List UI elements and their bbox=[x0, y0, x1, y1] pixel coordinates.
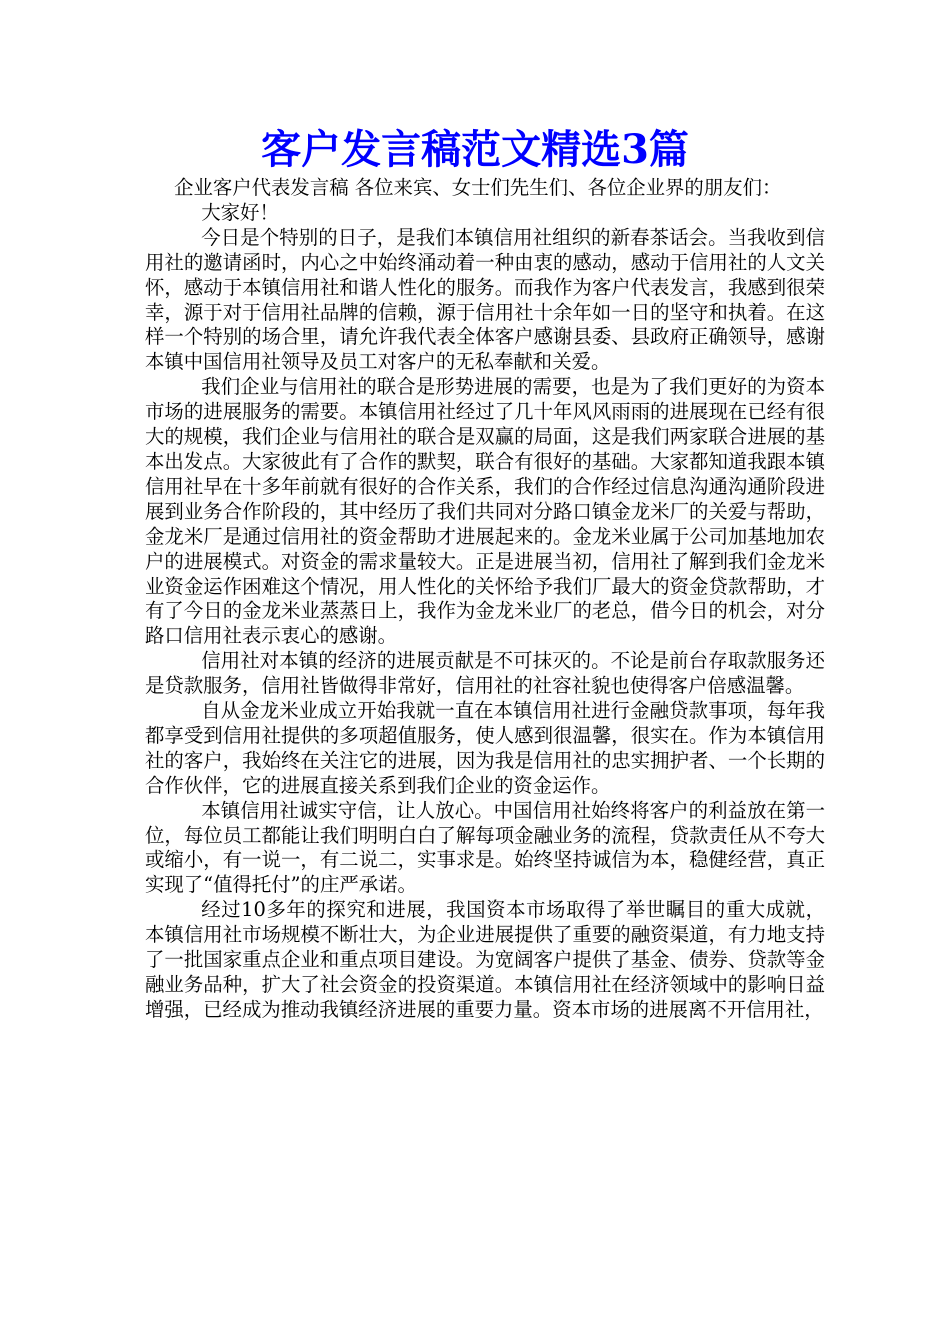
paragraph-contribution: 信用社对本镇的经济的进展贡献是不可抹灭的。不论是前台存取款服务还是贷款服务，信用社皆做得非常好，信用社的社容社貌也使得客户倍感温馨。 bbox=[145, 649, 825, 698]
paragraph-development: 经过10多年的探究和进展，我国资本市场取得了举世瞩目的重大成就，本镇信用社市场规模不断壮大，为企业进展提供了重要的融资渠道，有力地支持了一批国家重点企业和重点项目建设。为宽阔客户提供了基金、债券、贷款等金融业务品种，扩大了社会资金的投资渠道。本镇信用社在经济领域中的影响日益增强，已经成为推动我镇经济进展的重要力量。资本市场的进展离不开信用社， bbox=[145, 898, 825, 1021]
paragraph-occasion: 今日是个特别的日子，是我们本镇信用社组织的新春茶话会。当我收到信用社的邀请函时，内心之中始终涌动着一种由衷的感动，感动于信用社的人文关怀，感动于本镇信用社和谐人性化的服务。而我作为客户代表发言，我感到很荣幸，源于对于信用社品牌的信赖，源于信用社十余年如一日的坚守和执着。在这样一个特别的场合里，请允许我代表全体客户感谢县委、县政府正确领导，感谢本镇中国信用社领导及员工对客户的无私奉献和关爱。 bbox=[145, 225, 825, 374]
paragraph-hello: 大家好！ bbox=[201, 200, 279, 224]
paragraph-integrity: 本镇信用社诚实守信，让人放心。中国信用社始终将客户的利益放在第一位，每位员工都能让我们明明白白了解每项金融业务的流程，贷款责任从不夸大或缩小，有一说一，有二说二，实事求是。始终坚持诚信为本，稳健经营，真正实现了“值得托付”的庄严承诺。 bbox=[145, 798, 825, 897]
paragraph-greeting: 企业客户代表发言稿 各位来宾、女士们先生们、各位企业界的朋友们： bbox=[174, 176, 782, 199]
paragraph-cooperation: 我们企业与信用社的联合是形势进展的需要，也是为了我们更好的为资本市场的进展服务的需要。本镇信用社经过了几十年风风雨雨的进展现在已经有很大的规模，我们企业与信用社的联合是双赢的局面，这是我们两家联合进展的基本出发点。大家彼此有了合作的默契，联合有很好的基础。大家都知道我跟本镇信用社早在十多年前就有很好的合作关系，我们的合作经过信息沟通沟通阶段进展到业务合作阶段的，其中经历了我们共同对分路口镇金龙米厂的关爱与帮助，金龙米厂是通过信用社的资金帮助才进展起来的。金龙米业属于公司加基地加农户的进展模式。对资金的需求量较大。正是进展当初，信用社了解到我们金龙米业资金运作困难这个情况，用人性化的关怀给予我们厂最大的资金贷款帮助，才有了今日的金龙米业蒸蒸日上，我作为金龙米业厂的老总，借今日的机会，对分路口信用社表示衷心的感谢。 bbox=[145, 375, 825, 648]
paragraph-service: 自从金龙米业成立开始我就一直在本镇信用社进行金融贷款事项，每年我都享受到信用社提供的多项超值服务，使人感到很温馨，很实在。作为本镇信用社的客户，我始终在关注它的进展，因为我是信用社的忠实拥护者、一个长期的合作伙伴，它的进展直接关系到我们企业的资金运作。 bbox=[145, 699, 825, 797]
document-body bbox=[145, 176, 825, 1023]
document-title: 客户发言稿范文精选3篇 bbox=[261, 126, 689, 173]
